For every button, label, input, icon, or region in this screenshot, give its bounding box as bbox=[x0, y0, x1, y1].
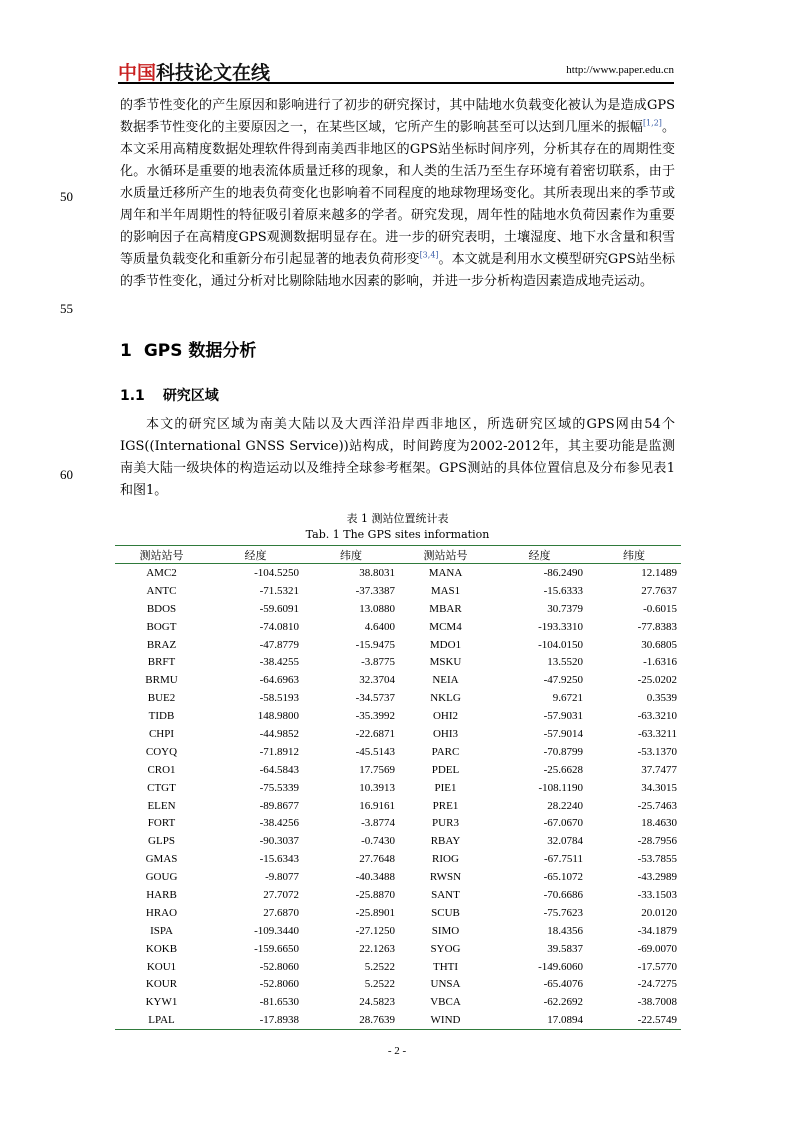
section-number: 1 bbox=[120, 341, 132, 361]
table-cell: -27.1250 bbox=[355, 924, 395, 937]
table-header-row bbox=[115, 546, 681, 564]
table-cell: NKLG bbox=[430, 692, 461, 705]
table-cell: -37.3387 bbox=[355, 584, 395, 597]
table-cell: -104.0150 bbox=[538, 638, 583, 651]
column-header: 经度 bbox=[208, 546, 303, 564]
table-cell: 32.3704 bbox=[359, 674, 395, 687]
table-row bbox=[115, 761, 681, 779]
table-cell: 5.2522 bbox=[364, 960, 395, 973]
table-cell: BDOS bbox=[146, 602, 177, 615]
table-cell: -45.5143 bbox=[355, 745, 395, 758]
table-cell: 4.6400 bbox=[364, 620, 395, 633]
table-row bbox=[115, 886, 681, 904]
table-cell: 34.3015 bbox=[641, 781, 677, 794]
table-cell: -63.3210 bbox=[637, 710, 677, 723]
table-row bbox=[115, 653, 681, 671]
table-cell: -81.6530 bbox=[259, 996, 299, 1009]
table-cell: ANTC bbox=[146, 584, 177, 597]
table-cell: RWSN bbox=[429, 871, 462, 884]
intro-text-2: 。本文采用高精度数据处理软件得到南美西非地区的GPS站坐标时间序列，分析其存在的周期性变化。水循环是重要的地表流体质量迁移的现象，和人类的生活乃至生存环境有着密切联系，由于水质量迁移所产生的地表负荷变化也影响着不同程度的地球物理场变化。其所表现出来的季节或周年和半年周期性的特征吸引着原来越多的学者。研究发现，周年性的陆地水负荷因素作为重要的影响因子在高精度GPS观测数据明显存在。进一步的研究表明，土壤湿度、地下水含量和积雪等质量负载变化和重新分布引起显著的地表负荷形变 bbox=[120, 120, 675, 267]
table-cell: PUR3 bbox=[432, 817, 459, 830]
table-cell: UNSA bbox=[430, 978, 461, 991]
table-cell: -0.7430 bbox=[361, 835, 395, 848]
table-cell: KYW1 bbox=[145, 996, 178, 1009]
table-cell: HARB bbox=[146, 888, 177, 901]
table-cell: 18.4356 bbox=[547, 924, 583, 937]
table-cell: 27.7648 bbox=[359, 853, 395, 866]
table-cell: CHPI bbox=[148, 727, 175, 740]
table-cell: -75.7623 bbox=[543, 906, 583, 919]
section-heading bbox=[120, 336, 256, 361]
table-row bbox=[115, 707, 681, 725]
table-cell: MSKU bbox=[429, 656, 462, 669]
table-row bbox=[115, 564, 681, 582]
table-cell: -34.5737 bbox=[355, 692, 395, 705]
subsection-number: 1.1 bbox=[120, 388, 145, 404]
table-cell: CRO1 bbox=[147, 763, 176, 776]
logo-part-1: 中国 bbox=[118, 62, 157, 84]
intro-paragraph bbox=[120, 95, 675, 293]
site-url[interactable]: http://www.paper.edu.cn bbox=[566, 64, 674, 76]
table-cell: MANA bbox=[428, 566, 463, 579]
table-row bbox=[115, 671, 681, 689]
table-row bbox=[115, 689, 681, 707]
line-number: 50 bbox=[60, 189, 73, 204]
table-cell: -53.7855 bbox=[637, 853, 677, 866]
table-cell: -77.8383 bbox=[637, 620, 677, 633]
table-cell: 27.7072 bbox=[263, 888, 299, 901]
table-cell: -59.6091 bbox=[259, 602, 299, 615]
table-cell: PDEL bbox=[431, 763, 460, 776]
column-header: 纬度 bbox=[303, 546, 399, 564]
table-row bbox=[115, 636, 681, 654]
table-cell: 16.9161 bbox=[359, 799, 395, 812]
table-row bbox=[115, 814, 681, 832]
table-cell: -24.7275 bbox=[637, 978, 677, 991]
table-cell: 20.0120 bbox=[641, 906, 677, 919]
table-cell: -34.1879 bbox=[637, 924, 677, 937]
table-cell: KOU1 bbox=[146, 960, 177, 973]
column-header: 经度 bbox=[492, 546, 587, 564]
table-cell: CTGT bbox=[147, 781, 176, 794]
table-row bbox=[115, 975, 681, 993]
column-header: 测站站号 bbox=[115, 546, 208, 564]
table-cell: 30.6805 bbox=[641, 638, 677, 651]
table-cell: GMAS bbox=[145, 853, 178, 866]
table-row bbox=[115, 779, 681, 797]
table-cell: -52.8060 bbox=[259, 960, 299, 973]
table-cell: -89.8677 bbox=[259, 799, 299, 812]
table-cell: -3.8774 bbox=[361, 817, 395, 830]
table-cell: -70.8799 bbox=[543, 745, 583, 758]
table-cell: SANT bbox=[431, 888, 460, 901]
table-cell: KOUR bbox=[145, 978, 178, 991]
line-number: 55 bbox=[60, 301, 73, 316]
table-cell: 37.7477 bbox=[641, 763, 677, 776]
table-cell: -33.1503 bbox=[637, 888, 677, 901]
table-cell: -40.3488 bbox=[355, 871, 395, 884]
table-cell: -25.0202 bbox=[637, 674, 677, 687]
subsection-heading bbox=[120, 385, 219, 405]
table-cell: 5.2522 bbox=[364, 978, 395, 991]
citation-link[interactable]: [3,4] bbox=[419, 250, 439, 260]
table-cell: ISPA bbox=[150, 924, 173, 937]
table-body bbox=[115, 564, 681, 1030]
table-cell: 24.5823 bbox=[359, 996, 395, 1009]
table-cell: -86.2490 bbox=[543, 566, 583, 579]
table-cell: RBAY bbox=[430, 835, 461, 848]
table-cell: -47.8779 bbox=[259, 638, 299, 651]
table-cell: GOUG bbox=[145, 871, 178, 884]
table-cell: -25.7463 bbox=[637, 799, 677, 812]
table-cell: 10.3913 bbox=[359, 781, 395, 794]
table-cell: -25.8901 bbox=[355, 906, 395, 919]
table-cell: BUE2 bbox=[147, 692, 176, 705]
table-cell: BOGT bbox=[146, 620, 177, 633]
study-area-paragraph bbox=[120, 414, 675, 502]
table-cell: -71.8912 bbox=[259, 745, 299, 758]
table-cell: -149.6060 bbox=[538, 960, 583, 973]
table-cell: -43.2989 bbox=[637, 871, 677, 884]
table-cell: AMC2 bbox=[146, 566, 177, 579]
table-cell: 9.6721 bbox=[552, 692, 583, 705]
section-title: GPS 数据分析 bbox=[143, 341, 257, 361]
table-caption-cn: 表 1 测站位置统计表 bbox=[346, 512, 449, 525]
line-number: 60 bbox=[60, 467, 73, 482]
table-cell: -15.9475 bbox=[355, 638, 395, 651]
table-cell: MCM4 bbox=[429, 620, 462, 633]
table-cell: BRFT bbox=[147, 656, 176, 669]
table-row bbox=[115, 618, 681, 636]
table-cell: -65.4076 bbox=[543, 978, 583, 991]
citation-link[interactable]: [1,2] bbox=[642, 118, 662, 128]
page-header bbox=[118, 58, 674, 84]
table-cell: SCUB bbox=[431, 906, 460, 919]
table-cell: -67.0670 bbox=[543, 817, 583, 830]
table-cell: VBCA bbox=[430, 996, 461, 1009]
table-cell: 17.0894 bbox=[492, 1011, 587, 1029]
table-cell: HRAO bbox=[145, 906, 178, 919]
table-cell: -57.9014 bbox=[543, 727, 583, 740]
page-number: - 2 - bbox=[387, 1045, 407, 1057]
table-cell: 30.7379 bbox=[547, 602, 583, 615]
table-cell: -15.6333 bbox=[543, 584, 583, 597]
table-cell: NEIA bbox=[432, 674, 459, 687]
table-cell: -22.6871 bbox=[355, 727, 395, 740]
table-cell: LPAL bbox=[115, 1011, 208, 1029]
table-row bbox=[115, 904, 681, 922]
table-cell: -9.8077 bbox=[265, 871, 299, 884]
column-header: 测站站号 bbox=[399, 546, 492, 564]
table-cell: 27.7637 bbox=[641, 584, 677, 597]
table-cell: 28.2240 bbox=[547, 799, 583, 812]
table-cell: -28.7956 bbox=[637, 835, 677, 848]
table-cell: -15.6343 bbox=[259, 853, 299, 866]
table-cell: -74.0810 bbox=[259, 620, 299, 633]
table-cell: RIOG bbox=[432, 853, 459, 866]
table-cell: THTI bbox=[432, 960, 459, 973]
table-cell: PIE1 bbox=[434, 781, 457, 794]
table-cell: -62.2692 bbox=[543, 996, 583, 1009]
table-cell: -25.6628 bbox=[543, 763, 583, 776]
table-cell: -47.9250 bbox=[543, 674, 583, 687]
study-area-text: 本文的研究区域为南美大陆以及大西洋沿岸西非地区，所选研究区域的GPS网由54个IGS((International GNSS Service))站构成，时间跨度为2002-2012年，其主要功能是监测南美大陆一级块体的构造运动以及维持全球参考框架。GPS测站的具体位置信息及分布参见表1和图1。 bbox=[120, 417, 675, 498]
table-row bbox=[115, 1011, 681, 1029]
table-cell: COYQ bbox=[145, 745, 178, 758]
table-cell: 12.1489 bbox=[641, 566, 677, 579]
table-row bbox=[115, 582, 681, 600]
table-cell: -65.1072 bbox=[543, 871, 583, 884]
table-row bbox=[115, 725, 681, 743]
table-row bbox=[115, 832, 681, 850]
table-cell: KOKB bbox=[145, 942, 178, 955]
table-cell: -38.7008 bbox=[637, 996, 677, 1009]
table-cell: -38.4255 bbox=[259, 656, 299, 669]
logo-part-2: 科技论文在线 bbox=[156, 62, 271, 84]
table-cell: -67.7511 bbox=[543, 853, 583, 866]
table-caption-en: Tab. 1 The GPS sites information bbox=[305, 528, 490, 541]
table-cell: -109.3440 bbox=[254, 924, 299, 937]
table-cell: MAS1 bbox=[430, 584, 461, 597]
table-cell: -90.3037 bbox=[259, 835, 299, 848]
table-cell: FORT bbox=[147, 817, 176, 830]
table-cell: -25.8870 bbox=[355, 888, 395, 901]
table-cell: -38.4256 bbox=[259, 817, 299, 830]
table-cell: BRMU bbox=[145, 674, 178, 687]
table-cell: 28.7639 bbox=[303, 1011, 399, 1029]
table-cell: MDO1 bbox=[429, 638, 462, 651]
table-cell: 22.1263 bbox=[359, 942, 395, 955]
gps-sites-table bbox=[115, 545, 681, 1030]
table-cell: 38.8031 bbox=[359, 566, 395, 579]
table-cell: -104.5250 bbox=[254, 566, 299, 579]
table-cell: -17.8938 bbox=[208, 1011, 303, 1029]
subsection-title: 研究区域 bbox=[162, 388, 219, 404]
table-row bbox=[115, 922, 681, 940]
table-cell: -35.3992 bbox=[355, 710, 395, 723]
table-cell: -22.5749 bbox=[587, 1011, 681, 1029]
site-logo bbox=[118, 58, 270, 85]
table-cell: WIND bbox=[399, 1011, 492, 1029]
table-cell: -3.8775 bbox=[361, 656, 395, 669]
table-row bbox=[115, 743, 681, 761]
table-cell: -44.9852 bbox=[259, 727, 299, 740]
table-cell: OHI2 bbox=[432, 710, 459, 723]
table-row bbox=[115, 868, 681, 886]
table-cell: -0.6015 bbox=[643, 602, 677, 615]
table-cell: 13.5520 bbox=[547, 656, 583, 669]
table-cell: 17.7569 bbox=[359, 763, 395, 776]
table-cell: PRE1 bbox=[432, 799, 459, 812]
intro-text-3: 。本文就是利用水文模型研究GPS站坐标的季节性变化，通过分析对比剔除陆地水因素的影响，并进一步分析构造因素造成地壳运动。 bbox=[120, 252, 675, 289]
table-cell: PARC bbox=[431, 745, 460, 758]
table-row bbox=[115, 850, 681, 868]
table-cell: 0.3539 bbox=[646, 692, 677, 705]
table-row bbox=[115, 940, 681, 958]
table-cell: MBAR bbox=[429, 602, 462, 615]
intro-text-1: 的季节性变化的产生原因和影响进行了初步的研究探讨，其中陆地水负载变化被认为是造成GPS数据季节性变化的主要原因之一，在某些区域，它所产生的影响甚至可以达到几厘米的振幅 bbox=[120, 98, 675, 135]
table-row bbox=[115, 993, 681, 1011]
table-cell: -52.8060 bbox=[259, 978, 299, 991]
table-cell: -193.3310 bbox=[538, 620, 583, 633]
table-cell: GLPS bbox=[148, 835, 175, 848]
table-cell: 13.0880 bbox=[359, 602, 395, 615]
table-cell: -64.5843 bbox=[259, 763, 299, 776]
table-cell: OHI3 bbox=[432, 727, 459, 740]
table-cell: 27.6870 bbox=[263, 906, 299, 919]
table-cell: -1.6316 bbox=[643, 656, 677, 669]
table-cell: ELEN bbox=[147, 799, 176, 812]
table-row bbox=[115, 797, 681, 815]
table-cell: -57.9031 bbox=[543, 710, 583, 723]
table-cell: -159.6650 bbox=[254, 942, 299, 955]
table-cell: -69.0070 bbox=[637, 942, 677, 955]
table-cell: -53.1370 bbox=[637, 745, 677, 758]
table-cell: 18.4630 bbox=[641, 817, 677, 830]
table-cell: -71.5321 bbox=[259, 584, 299, 597]
table-row bbox=[115, 600, 681, 618]
table-cell: -58.5193 bbox=[259, 692, 299, 705]
table-cell: SYOG bbox=[430, 942, 461, 955]
table-cell: -64.6963 bbox=[259, 674, 299, 687]
table-cell: BRAZ bbox=[146, 638, 177, 651]
table-cell: 39.5837 bbox=[547, 942, 583, 955]
table-cell: SIMO bbox=[431, 924, 460, 937]
table-cell: 32.0784 bbox=[547, 835, 583, 848]
table-cell: 148.9800 bbox=[257, 710, 299, 723]
table-cell: TIDB bbox=[148, 710, 175, 723]
table-cell: -108.1190 bbox=[538, 781, 583, 794]
table-cell: -75.5339 bbox=[259, 781, 299, 794]
table-cell: -17.5770 bbox=[637, 960, 677, 973]
table-row bbox=[115, 958, 681, 976]
column-header: 纬度 bbox=[587, 546, 681, 564]
table-cell: -70.6686 bbox=[543, 888, 583, 901]
table-cell: -63.3211 bbox=[637, 727, 677, 740]
